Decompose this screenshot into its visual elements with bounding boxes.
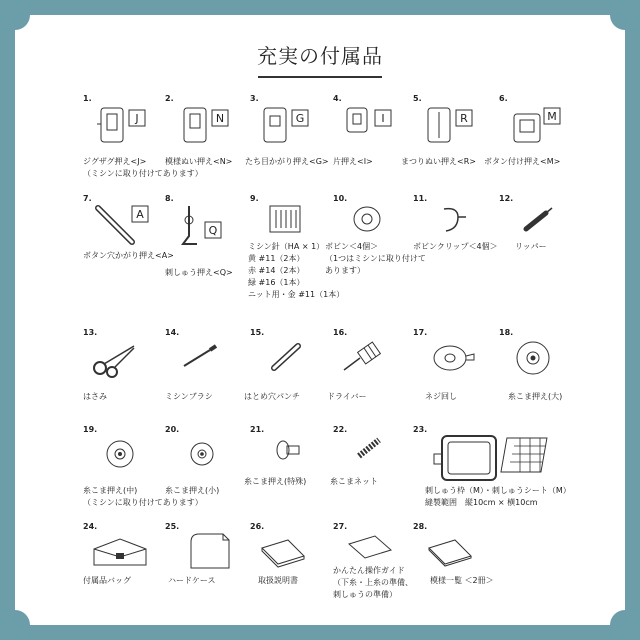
item-label: 糸こま押え(特殊) [244,477,307,486]
hard-case-icon [185,528,235,572]
item-detail: あります） [325,266,365,275]
item-label: まつりぬい押え<R> [401,157,476,166]
item-number: 14. [165,328,180,337]
item-detail: ニット用・金 #11（1本） [248,290,345,299]
item-detail: 赤 #14（2本） [248,266,305,275]
svg-text:A: A [136,208,144,221]
item-label: 模様一覧 ＜2冊＞ [430,576,494,585]
item-number: 26. [250,522,265,531]
item-label: はさみ [83,392,107,401]
item-number: 22. [333,425,348,434]
accessory-bag-icon [90,535,150,569]
item-label: 糸こまネット [330,477,378,486]
corner-scallop [0,610,30,640]
item-detail: （1つはミシンに取り付けて [325,254,426,263]
item-label: 模様ぬい押え<N> [165,157,233,166]
bobbin-clip-icon [438,205,472,235]
item-number: 7. [83,194,92,203]
needle-pack-icon [268,204,308,234]
item-detail: 刺しゅうの準備） [333,590,397,599]
item-detail: 緑 #16（1本） [248,278,305,287]
item-label: 糸こま押え(小) [165,486,220,495]
corner-scallop [610,610,640,640]
item-number: 12. [499,194,514,203]
item-label: ボビン＜4個＞ [325,242,379,251]
item-number: 3. [250,94,259,103]
svg-text:M: M [547,110,557,123]
bobbin-icon [350,205,384,233]
item-note: （ミシンに取り付けてあります） [83,498,203,507]
spool-cap-large-icon [515,340,551,376]
svg-text:Q: Q [208,224,218,237]
item-number: 9. [250,194,259,203]
item-number: 2. [165,94,174,103]
spool-net-icon [355,436,385,462]
item-number: 17. [413,328,428,337]
embroidery-frame-icon [432,432,572,484]
item-detail: （下糸・上糸の準備、 [333,578,413,587]
spool-cap-small-icon [188,440,216,468]
pattern-list-icon [425,536,475,568]
item-label: ジグザグ押え<J> [83,157,147,166]
svg-text:J: J [135,112,139,125]
item-number: 5. [413,94,422,103]
item-number: 6. [499,94,508,103]
svg-text:N: N [215,112,225,125]
brush-icon [180,342,220,372]
seam-ripper-icon [522,205,556,235]
item-number: 11. [413,194,428,203]
item-number: 24. [83,522,98,531]
item-number: 4. [333,94,342,103]
presser-foot-n-icon [180,104,240,148]
item-label: かんたん操作ガイド [333,566,405,575]
disc-screwdriver-icon [432,342,476,374]
item-label: 取扱説明書 [258,576,298,585]
item-number: 16. [333,328,348,337]
item-label: 刺しゅう押え<Q> [165,268,233,277]
corner-scallop [0,0,30,30]
item-note: （ミシンに取り付けてあります） [83,169,203,178]
screwdriver-icon [340,340,390,374]
item-label: ミシンブラシ [165,392,213,401]
item-label: 糸こま押え(大) [508,392,563,401]
item-number: 1. [83,94,92,103]
item-label: ボビンクリップ＜4個＞ [413,242,498,251]
item-number: 8. [165,194,174,203]
eyelet-punch-icon [268,340,308,374]
buttonhole-foot-a-icon [92,202,152,252]
item-label: ドライバー [327,392,367,401]
presser-foot-i-icon [343,104,403,148]
item-label: たち目かがり押え<G> [245,157,329,166]
title-underline [258,76,382,78]
item-detail: 黄 #11（2本） [248,254,305,263]
quick-guide-icon [345,534,395,562]
item-number: 18. [499,328,514,337]
item-number: 13. [83,328,98,337]
item-label: リッパー [515,242,547,251]
item-number: 15. [250,328,265,337]
item-number: 28. [413,522,428,531]
embroidery-foot-q-icon [175,202,235,252]
item-number: 21. [250,425,265,434]
item-note: 縫製範囲 縦10cm × 横10cm [425,498,538,507]
presser-foot-g-icon [260,104,320,148]
page-title: 充実の付属品 [257,44,383,68]
item-label: ハードケース [168,576,216,585]
item-number: 23. [413,425,428,434]
item-label: 刺しゅう枠（M）・刺しゅうシート（M） [425,486,571,495]
item-label: ネジ回し [425,392,457,401]
item-label: ボタン穴かがり押え<A> [83,251,174,260]
presser-foot-m-icon [510,104,570,148]
item-label: はとめ穴パンチ [244,392,300,401]
item-label: 片押え<I> [333,157,373,166]
spool-cap-special-icon [275,438,303,462]
item-number: 25. [165,522,180,531]
item-label: 付属品バッグ [83,576,131,585]
presser-foot-r-icon [424,104,484,148]
spool-cap-medium-icon [104,438,136,470]
item-number: 27. [333,522,348,531]
svg-text:R: R [460,112,468,125]
item-label: ミシン針（HA × 1） [248,242,325,251]
presser-foot-j-icon [95,104,155,148]
item-label: ボタン付け押え<M> [484,157,561,166]
item-number: 10. [333,194,348,203]
item-number: 20. [165,425,180,434]
scissors-icon [90,342,140,378]
manual-icon [258,536,308,568]
svg-text:I: I [381,112,385,125]
corner-scallop [610,0,640,30]
svg-text:G: G [295,112,305,125]
item-number: 19. [83,425,98,434]
item-label: 糸こま押え(中) [83,486,138,495]
